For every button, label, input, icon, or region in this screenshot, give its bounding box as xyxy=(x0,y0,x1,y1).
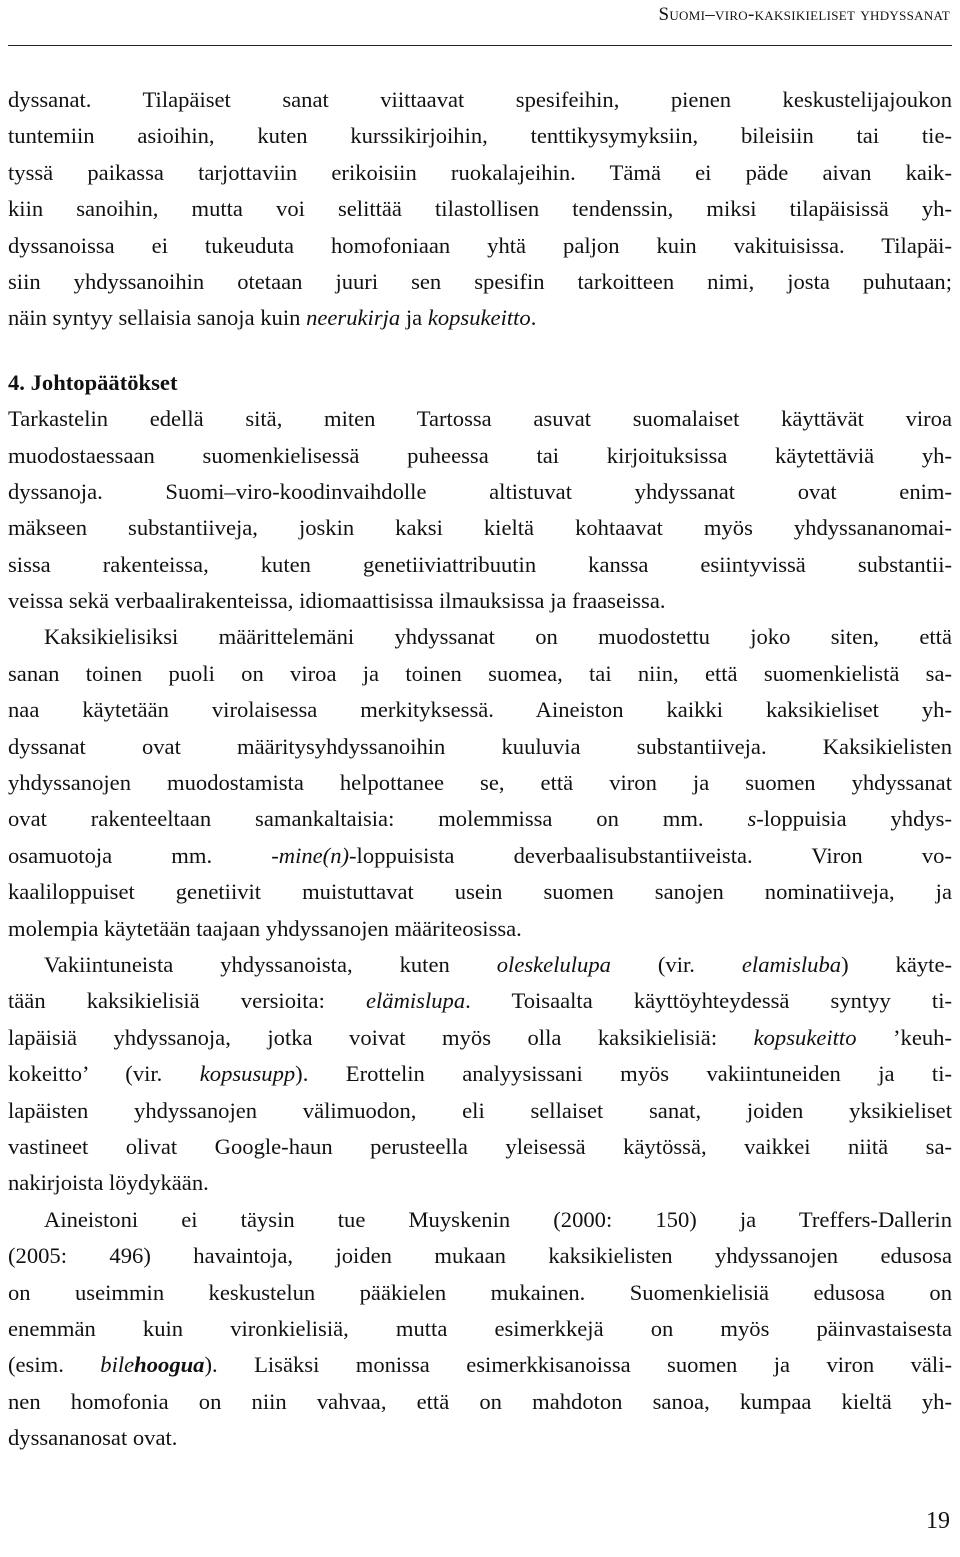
text-line: nakirjoista löydykään. xyxy=(8,1170,209,1196)
text-line xyxy=(8,1347,952,1383)
text-line: Kaksikielisiksi määrittelemäni yhdyssanat on muodostettu joko siten, että xyxy=(44,624,952,650)
text-line: enemmän kuin vironkielisiä, mutta esimerkkejä on myös päinvastaisesta xyxy=(8,1315,952,1341)
text-line: siin yhdyssanoihin otetaan juuri sen spesifin tarkoitteen nimi, josta puhutaan; xyxy=(8,268,952,294)
italic-term: s xyxy=(747,806,757,832)
text-line: kaaliloppuiset genetiivit muistuttavat usein suomen sanojen nominatiiveja, ja xyxy=(8,879,952,905)
italic-term: elämislupa xyxy=(365,988,466,1014)
italic-term: elamisluba xyxy=(741,951,842,977)
running-header: Suomi–viro-kaksikieliset yhdyssanat xyxy=(658,4,950,25)
text-line: yhdyssanojen muodostamista helpottanee se, että viron ja suomen yhdyssanat xyxy=(8,770,952,796)
text-line: kiin sanoihin, mutta voi selittää tilastollisen tendenssin, miksi tilapäisissä yh- xyxy=(8,196,952,222)
text-run: ovat rakenteeltaan samankaltaisia: molemmissa on mm. xyxy=(8,806,748,832)
text-line: on useimmin keskustelun pääkielen mukainen. Suomenkielisiä edusosa on xyxy=(8,1279,952,1305)
text-run: ) käyte- xyxy=(841,951,952,977)
italic-term: kopsusupp xyxy=(199,1061,296,1087)
text-line: nen homofonia on niin vahvaa, että on mahdoton sanoa, kumpaa kieltä yh- xyxy=(8,1388,952,1414)
text-run: (vir. xyxy=(610,951,742,977)
text-run: ja xyxy=(400,305,428,331)
page-number: 19 xyxy=(926,1508,950,1534)
text-line xyxy=(8,1020,952,1056)
text-run: Vakiintuneista yhdyssanoista, kuten xyxy=(44,951,497,977)
text-run: osamuotoja mm. xyxy=(8,842,272,868)
text-line: sissa rakenteissa, kuten genetiiviattribuutin kanssa esiintyvissä substantii- xyxy=(8,551,952,577)
text-run: ’keuh- xyxy=(856,1024,952,1050)
text-line: tuntemiin asioihin, kuten kurssikirjoihin, tenttikysymyksiin, bileisiin tai tie- xyxy=(8,123,952,149)
text-run: kokeitto’ (vir. xyxy=(8,1061,200,1087)
header-rule xyxy=(8,45,952,46)
text-run: (esim. xyxy=(8,1352,101,1378)
text-line: naa käytetään virolaisessa merkityksessä. Aineiston kaikki kaksikieliset yh- xyxy=(8,697,952,723)
text-run: -loppuisia yhdys- xyxy=(756,806,952,832)
text-line: mäkseen substantiiveja, joskin kaksi kieltä kohtaavat myös yhdyssananomai- xyxy=(8,515,952,541)
body-text xyxy=(8,82,952,1456)
text-line: dyssanat. Tilapäiset sanat viittaavat spesifeihin, pienen keskustelijajoukon xyxy=(8,87,952,112)
text-line xyxy=(8,1056,952,1092)
text-run: lapäisiä yhdyssanoja, jotka voivat myös olla kaksikielisiä: xyxy=(8,1024,754,1050)
text-line: Aineistoni ei täysin tue Muyskenin (2000: 150) ja Treffers-Dallerin xyxy=(44,1206,952,1232)
text-line xyxy=(8,838,952,874)
text-line: dyssanoissa ei tukeuduta homofoniaan yhtä paljon kuin vakituisissa. Tilapäi- xyxy=(8,232,952,258)
bold-italic-term: hoogua xyxy=(134,1352,205,1378)
text-run: ). Lisäksi monissa esimerkkisanoissa suomen ja viron väli- xyxy=(204,1352,952,1378)
text-run: näin syntyy sellaisia sanoja kuin xyxy=(8,305,307,331)
text-line xyxy=(8,801,952,837)
italic-term: bile xyxy=(100,1352,135,1378)
section-heading: 4. Johtopäätökset xyxy=(8,369,178,395)
text-line xyxy=(8,947,952,983)
text-line: dyssanoja. Suomi–viro-koodinvaihdolle altistuvat yhdyssanat ovat enim- xyxy=(8,478,952,504)
text-run: -loppuisista deverbaalisubstantiiveista. Viron vo- xyxy=(349,842,952,868)
text-line: sanan toinen puoli on viroa ja toinen suomea, tai niin, että suomenkielistä sa- xyxy=(8,660,952,686)
text-line: veissa sekä verbaalirakenteissa, idiomaattisissa ilmauksissa ja fraaseissa. xyxy=(8,588,666,614)
text-run: tään kaksikielisiä versioita: xyxy=(8,988,366,1014)
text-run: . Toisaalta käyttöyhteydessä syntyy ti- xyxy=(465,988,952,1014)
text-line: lapäisten yhdyssanojen välimuodon, eli sellaiset sanat, joiden yksikieliset xyxy=(8,1097,952,1123)
text-line: (2005: 496) havaintoja, joiden mukaan kaksikielisten yhdyssanojen edusosa xyxy=(8,1243,952,1269)
text-run: . xyxy=(530,305,537,331)
text-line xyxy=(8,300,952,336)
text-line: dyssananosat ovat. xyxy=(8,1425,178,1451)
text-line: vastineet olivat Google-haun perusteella yleisessä käytössä, vaikkei niitä sa- xyxy=(8,1133,952,1159)
italic-term: oleskelulupa xyxy=(496,951,611,977)
text-line: Tarkastelin edellä sitä, miten Tartossa asuvat suomalaiset käyttävät viroa xyxy=(8,406,952,432)
text-line xyxy=(8,983,952,1019)
italic-term: -mine(n) xyxy=(271,842,350,868)
italic-term: kopsukeitto xyxy=(427,305,531,331)
text-line: muodostaessaan suomenkielisessä puheessa tai kirjoituksissa käytettäviä yh- xyxy=(8,442,952,468)
text-run: ). Erottelin analyysissani myös vakiintuneiden ja ti- xyxy=(295,1061,953,1087)
text-line: dyssanat ovat määritysyhdyssanoihin kuuluvia substantiiveja. Kaksikielisten xyxy=(8,733,952,759)
italic-term: kopsukeitto xyxy=(753,1024,857,1050)
italic-term: neerukirja xyxy=(306,305,401,331)
text-line: tyssä paikassa tarjottaviin erikoisiin ruokalajeihin. Tämä ei päde aivan kaik- xyxy=(8,159,952,185)
text-line: molempia käytetään taajaan yhdyssanojen määriteosissa. xyxy=(8,915,522,941)
section-gap xyxy=(8,337,952,365)
